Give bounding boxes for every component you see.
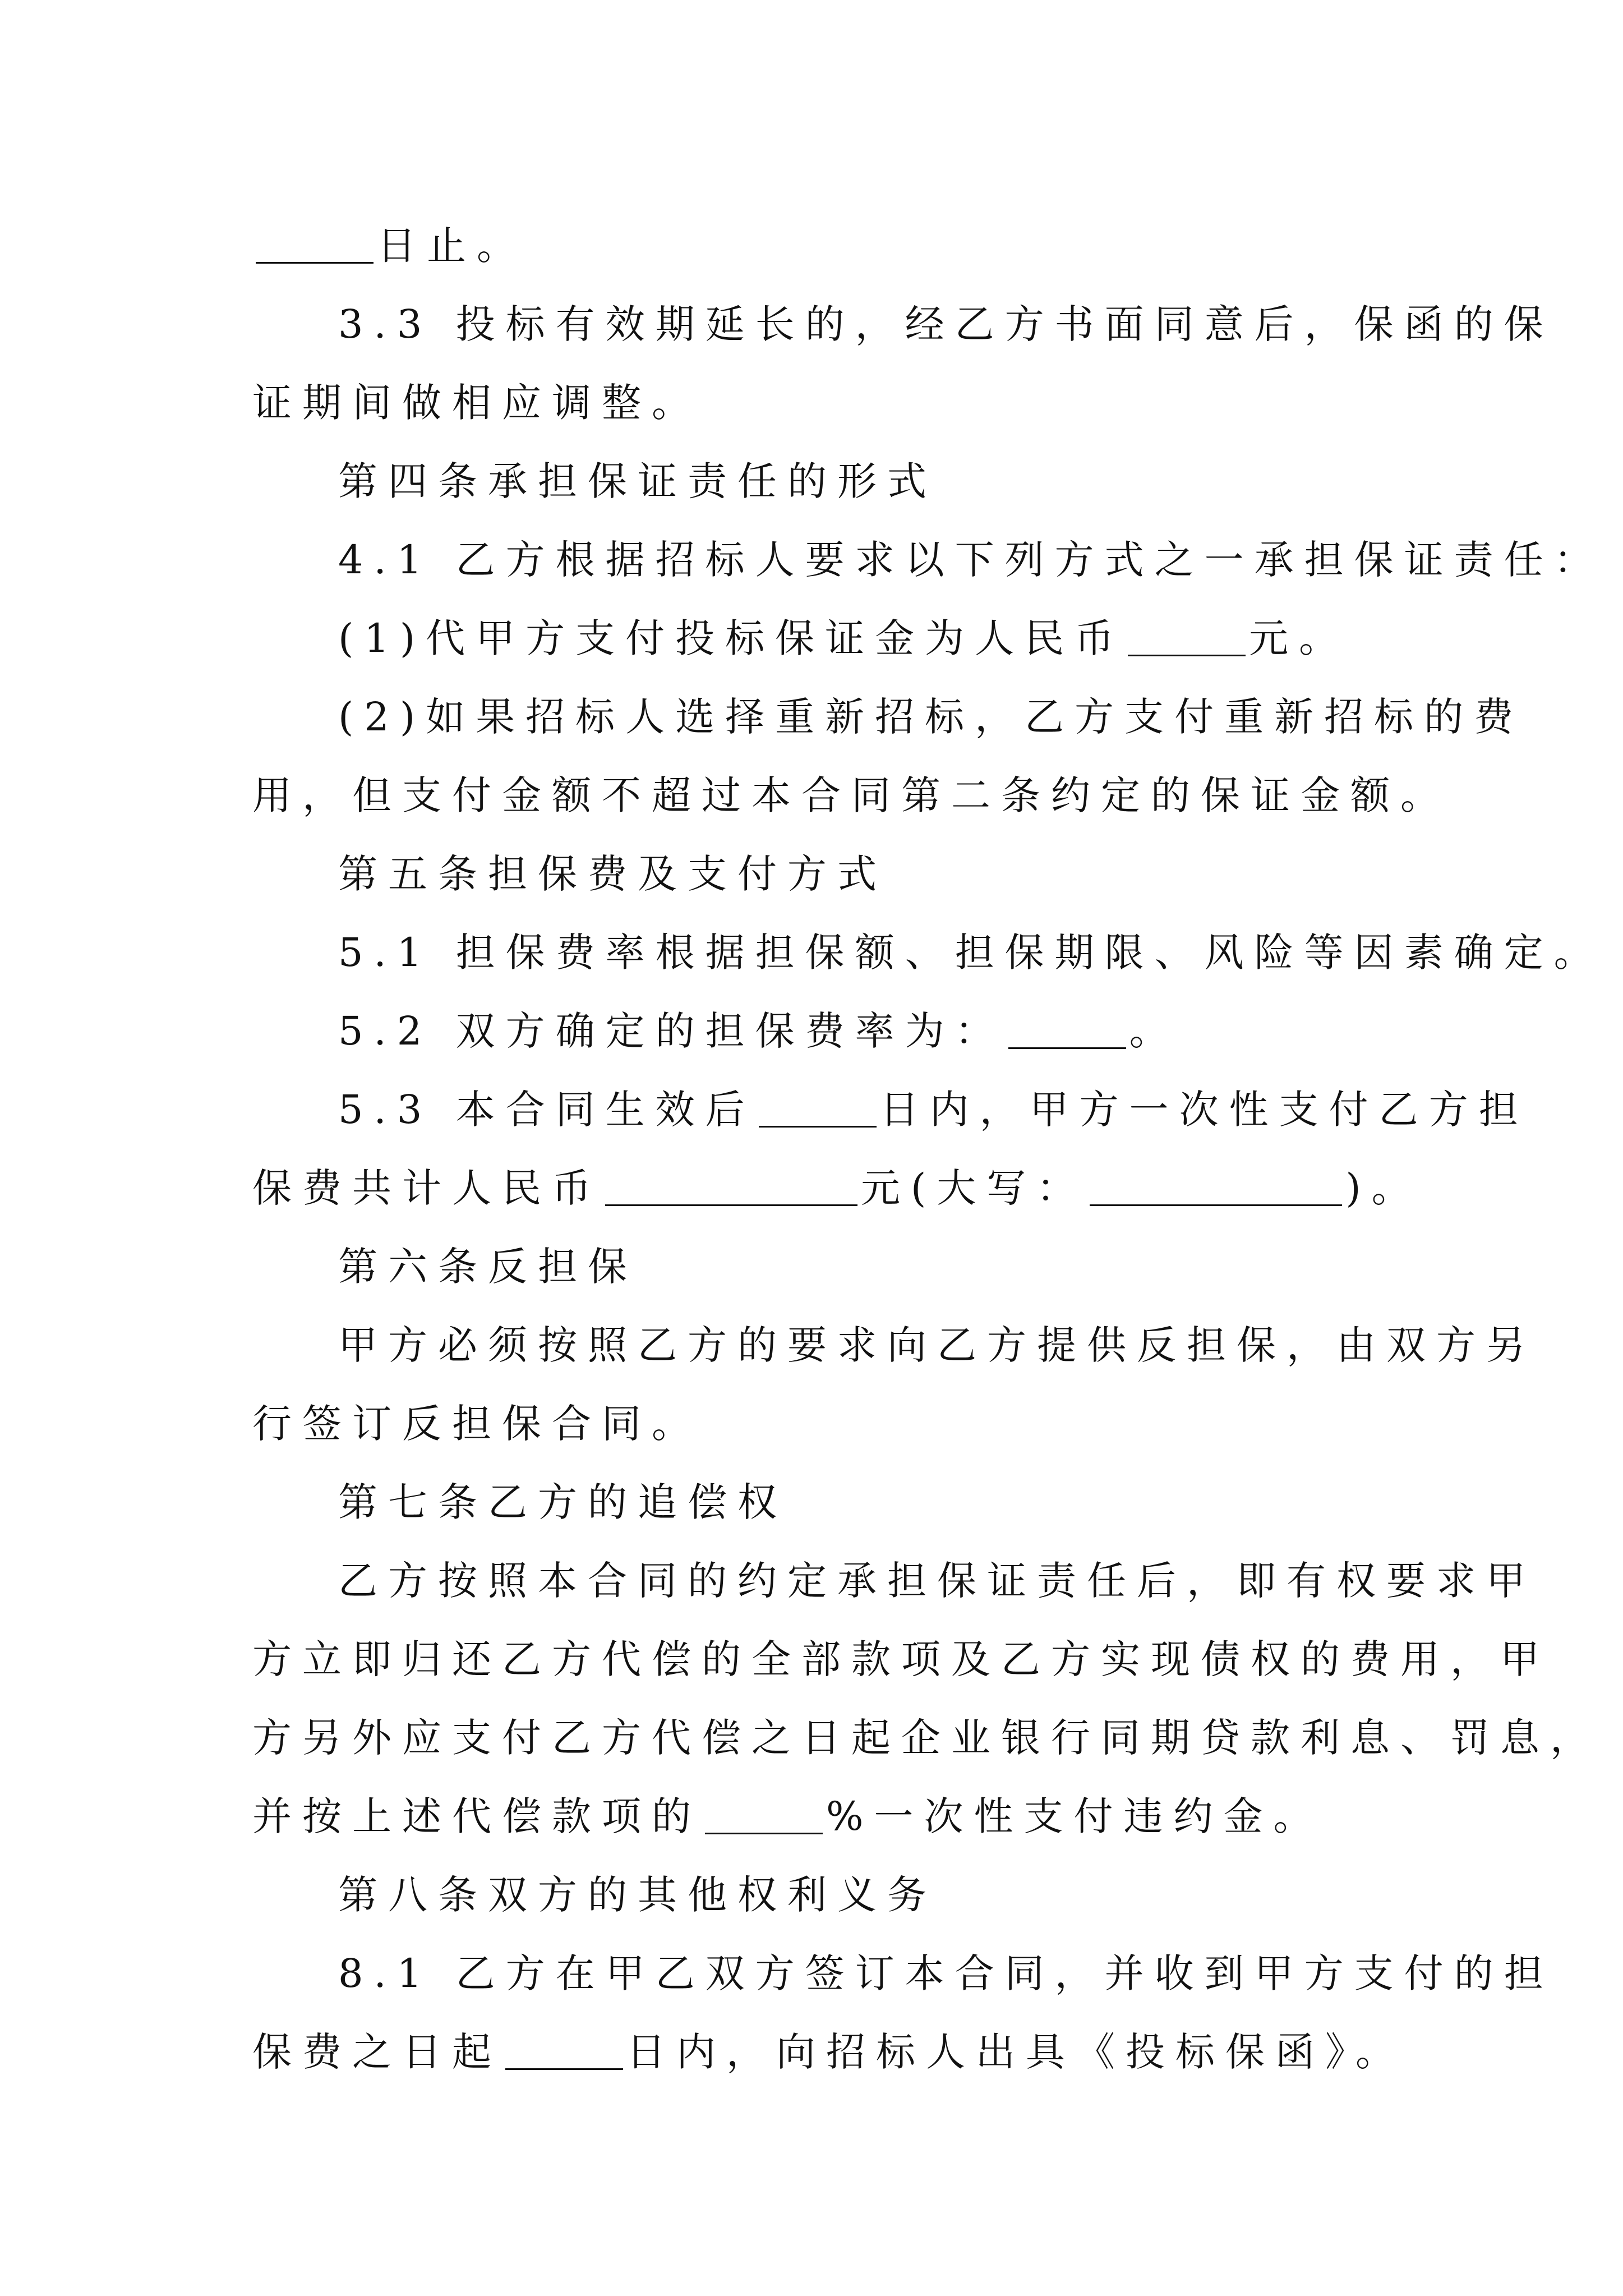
text-line: 证期间做相应调整。 <box>252 380 702 426</box>
clause-8-1: 8.1 乙方在甲乙双方签订本合同，并收到甲方支付的担 <box>338 1950 1554 1996</box>
text-line: 保费之日起 日内，向招标人出具《投标保函》。 <box>252 2029 1405 2075</box>
text-line: 并按上述代偿款项的 %一次性支付违约金。 <box>252 1793 1324 1839</box>
blank-field <box>705 1796 823 1834</box>
paragraph-line: 甲方必须按照乙方的要求向乙方提供反担保，由双方另 <box>338 1322 1536 1368</box>
blank-field <box>759 1089 877 1128</box>
clause-3-3: 3.3 投标有效期延长的，经乙方书面同意后，保函的保 <box>338 301 1554 347</box>
clause-4-1-item-1: (1)代甲方支付投标保证金为人民币 元。 <box>338 615 1349 661</box>
article-8-heading: 第八条双方的其他权利义务 <box>338 1872 937 1918</box>
clause-5-3: 5.3 本合同生效后 日内，甲方一次性支付乙方担 <box>338 1087 1529 1133</box>
text-line: 方另外应支付乙方代偿之日起企业银行同期贷款利息、罚息， <box>252 1715 1600 1761</box>
article-5-heading: 第五条担保费及支付方式 <box>338 851 887 897</box>
text-line: 日止。 <box>252 206 1408 285</box>
paragraph-line: 乙方按照本合同的约定承担保证责任后，即有权要求甲 <box>338 1558 1536 1604</box>
article-7-heading: 第七条乙方的追偿权 <box>338 1479 787 1525</box>
blank-field <box>256 225 374 264</box>
clause-4-1-item-2: (2)如果招标人选择重新招标，乙方支付重新招标的费 <box>338 694 1524 740</box>
clause-5-1: 5.1 担保费率根据担保额、担保期限、风险等因素确定。 <box>338 930 1604 976</box>
text-line: 方立即归还乙方代偿的全部款项及乙方实现债权的费用，甲 <box>252 1636 1550 1682</box>
blank-field <box>1008 1010 1126 1049</box>
article-6-heading: 第六条反担保 <box>338 1244 638 1290</box>
clause-5-2: 5.2 双方确定的担保费率为： 。 <box>338 1008 1179 1054</box>
blank-field <box>505 2031 623 2070</box>
clause-4-1: 4.1 乙方根据招标人要求以下列方式之一承担保证责任： <box>338 537 1604 583</box>
text-line: 用，但支付金额不超过本合同第二条约定的保证金额。 <box>252 772 1450 818</box>
text-line: 保费共计人民币 元(大写： )。 <box>252 1165 1422 1211</box>
blank-field <box>1128 618 1246 656</box>
contract-body <box>252 206 1604 2091</box>
blank-field <box>605 1167 857 1206</box>
article-4-heading: 第四条承担保证责任的形式 <box>338 458 937 504</box>
text-line: 行签订反担保合同。 <box>252 1401 702 1447</box>
blank-field <box>1090 1167 1342 1206</box>
